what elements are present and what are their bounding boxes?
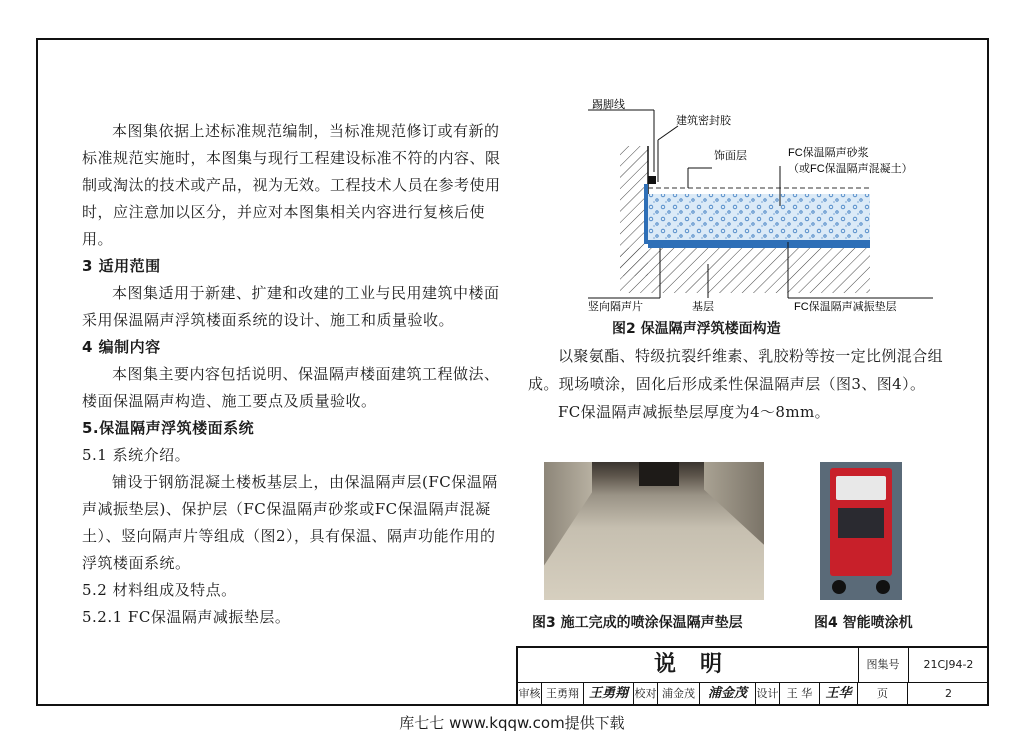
figure-4-caption: 图4 智能喷涂机 (814, 615, 913, 631)
reviewer-name: 王勇翔 (542, 682, 584, 706)
sheet-title: 说明 (518, 648, 859, 682)
checker-signature: 浦金茂 (700, 682, 756, 706)
label-base: 基层 (692, 301, 714, 313)
system-paragraph: 铺设于钢筋混凝土楼板基层上，由保温隔声层(FC保温隔声减振垫层)、保护层（FC保温隔声砂浆或FC保温隔声混凝土）、竖向隔声片等组成（图2），具有保温、隔声功能作用的浮筑楼面系统。 (82, 473, 498, 572)
thickness-paragraph: FC保温隔声减振垫层厚度为4～8mm。 (558, 403, 831, 421)
atlas-number: 21CJ94-2 (923, 658, 974, 671)
floor-construction-diagram (588, 96, 933, 314)
label-skirting: 踢脚线 (592, 99, 625, 111)
reviewer-signature: 王勇翔 (584, 682, 634, 706)
designer-signature: 王华 (820, 682, 858, 706)
right-text (528, 342, 948, 426)
label-mortar-alt: （或FC保温隔声混凝土） (788, 163, 913, 175)
left-column (82, 118, 502, 631)
review-label: 审核 (518, 682, 542, 706)
figure-2-caption: 图2 保温隔声浮筑楼面构造 (612, 321, 781, 337)
checker-name: 浦金茂 (658, 682, 700, 706)
material-paragraph: 以聚氨酯、特级抗裂纤维素、乳胶粉等按一定比例混合组成。现场喷涂，固化后形成柔性保温隔声层（图3、图4）。 (528, 347, 944, 393)
title-block (516, 646, 989, 706)
spraying-machine-photo (820, 462, 902, 600)
intro-paragraph: 本图集依据上述标准规范编制，当标准规范修订或有新的标准规范实施时，本图集与现行工程建设标准不符的内容、限制或淘汰的技术或产品，视为无效。工程技术人员在参考使用时，应注意加以区分，并应对本图集相关内容进行复核后使用。 (82, 122, 501, 248)
designer-name: 王 华 (780, 682, 820, 706)
design-label: 设计 (756, 682, 780, 706)
damping-pad-layer (648, 240, 870, 248)
figure-3-caption: 图3 施工完成的喷涂保温隔声垫层 (532, 615, 743, 631)
section-heading-system: 5.保温隔声浮筑楼面系统 (82, 419, 255, 437)
check-label: 校对 (634, 682, 658, 706)
vertical-sound-strip (644, 184, 648, 244)
label-mortar: FC保温隔声砂浆 (788, 147, 869, 159)
scope-paragraph: 本图集适用于新建、扩建和改建的工业与民用建筑中楼面采用保温隔声浮筑楼面系统的设计、施工和质量验收。 (82, 284, 500, 329)
subsection-5-1: 5.1 系统介绍。 (82, 446, 191, 464)
page-number: 2 (945, 687, 952, 700)
page-label: 页 (858, 682, 908, 706)
section-heading-content: 4 编制内容 (82, 338, 161, 356)
base-slab (620, 248, 870, 293)
skirting (648, 176, 656, 184)
label-sealant: 建筑密封胶 (676, 115, 731, 127)
sprayed-layer-photo (544, 462, 764, 600)
subsection-5-2-1: 5.2.1 FC保温隔声减振垫层。 (82, 608, 291, 626)
label-damping-pad: FC保温隔声减振垫层 (794, 301, 897, 313)
download-footer: 库七七 www.kqqw.com提供下载 (399, 714, 625, 732)
label-vertical-strip: 竖向隔声片 (588, 301, 643, 313)
section-heading-scope: 3 适用范围 (82, 257, 161, 275)
label-finish: 饰面层 (714, 150, 747, 162)
atlas-number-label: 图集号 (858, 648, 909, 682)
subsection-5-2: 5.2 材料组成及特点。 (82, 581, 237, 599)
content-paragraph: 本图集主要内容包括说明、保温隔声楼面建筑工程做法、楼面保温隔声构造、施工要点及质量验收。 (82, 365, 500, 410)
